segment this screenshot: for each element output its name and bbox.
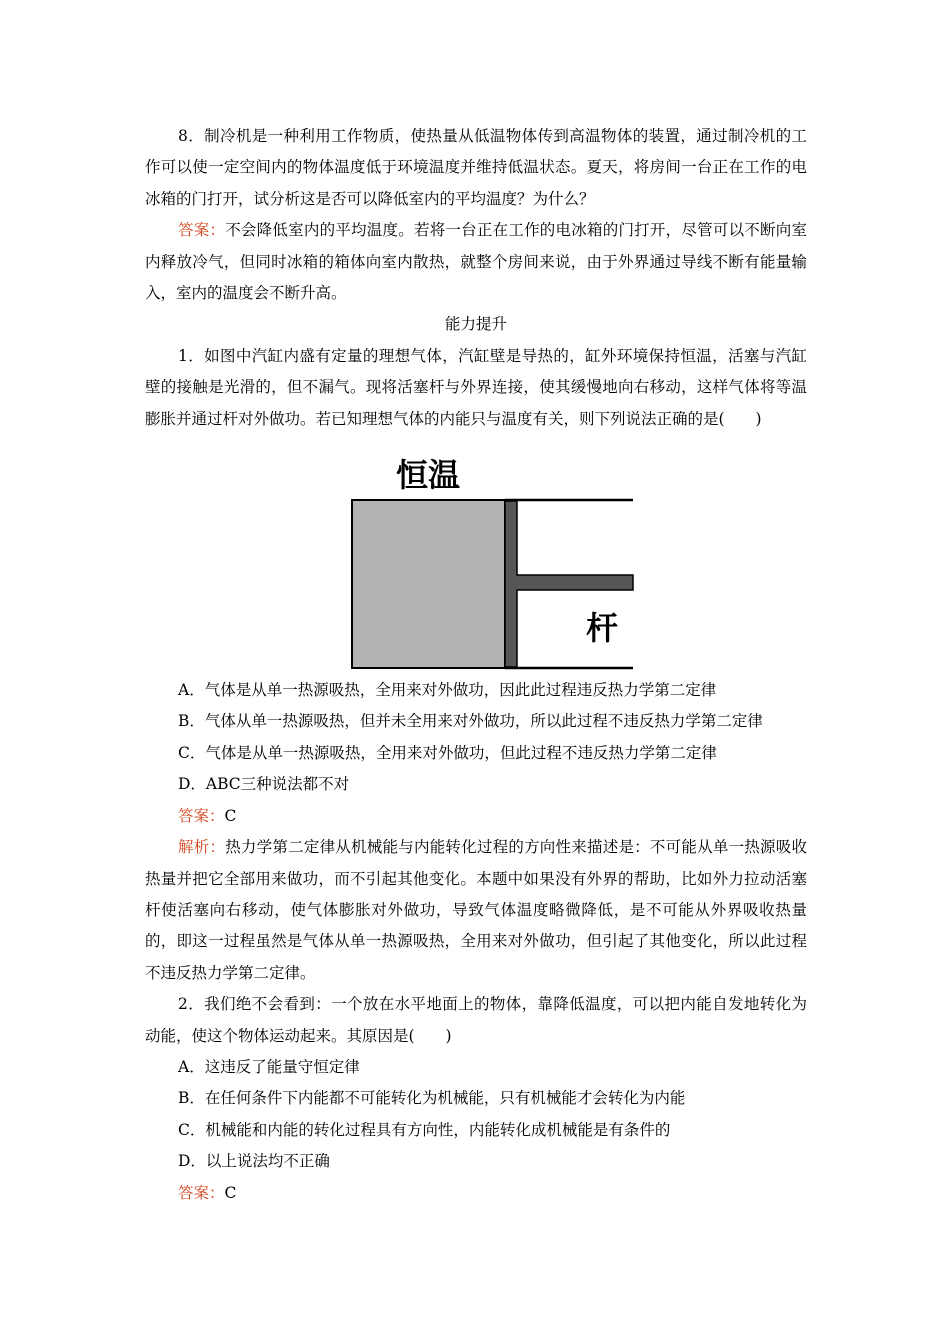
q8-answer-label: 答案： [178,221,226,240]
q1-analysis-label: 解析： [178,838,226,857]
q8-text: 8．制冷机是一种利用工作物质，使热量从低温物体传到高温物体的装置，通过制冷机的工作可以使一定空间内的物体温度低于环境温度并维持低温状态。夏天，将房间一台正在工作的电冰箱的门打开，试分析这是否可以降低室内的平均温度？为什么？ [145,127,807,208]
q8-answer-text: 不会降低室内的平均温度。若将一台正在工作的电冰箱的门打开，尽管可以不断向室内释放冷气，但同时冰箱的箱体向室内散热，就整个房间来说，由于外界通过导线不断有能量输入，室内的温度会不断升高。 [145,221,807,303]
label-rod: 杆 [586,609,619,648]
q1-text: 1．如图中汽缸内盛有定量的理想气体，汽缸壁是导热的，缸外环境保持恒温，活塞与汽缸壁的接触是光滑的，但不漏气。现将活塞杆与外界连接，使其缓慢地向右移动，这样气体将等温膨胀并通过杆对外做功。若已知理想气体的内能只与温度有关，则下列说法正确的是( ) [145,346,807,428]
gas-region [352,500,505,668]
q2-answer-value: C [224,1183,237,1202]
label-constant-temperature: 恒温 [396,456,461,495]
q1-option-a: A．气体是从单一热源吸热，全用来对外做功，因此此过程违反热力学第二定律 [178,681,717,700]
q2-option-d: D．以上说法均不正确 [178,1152,330,1171]
q2-option-b: B．在任何条件下内能都不可能转化为机械能，只有机械能才会转化为内能 [178,1089,686,1108]
q1-option-d: D．ABC三种说法都不对 [178,775,350,794]
q1-option-c: C．气体是从单一热源吸热，全用来对外做功，但此过程不违反热力学第二定律 [178,743,717,762]
q1-answer-label: 答案： [178,806,225,825]
section-title: 能力提升 [444,315,507,334]
cylinder-figure [145,435,807,675]
q1-answer [145,801,807,832]
q1-option-b: B．气体从单一热源吸热，但并未全用来对外做功，所以此过程不违反热力学第二定律 [178,712,763,731]
q2-answer [145,1178,807,1209]
q1-analysis-text: 热力学第二定律从机械能与内能转化过程的方向性来描述是：不可能从单一热源吸收热量并把它全部用来做功，而不引起其他变化。本题中如果没有外界的帮助，比如外力拉动活塞杆使活塞向右移动，使气体膨胀对外做功，导致气体温度略微降低，是不可能从外界吸收热量的，即这一过程虽然是气体从单一热源吸热，全用来对外做功，但引起了其他变化，所以此过程不违反热力学第二定律。 [145,838,807,982]
q1-answer-value: C [224,806,237,825]
q2-answer-label: 答案： [178,1183,225,1202]
cylinder-diagram [145,435,807,675]
document-page [145,121,807,1209]
q1-analysis [145,832,807,989]
q8-answer [145,215,807,309]
q2-text: 2．我们绝不会看到：一个放在水平地面上的物体，靠降低温度，可以把内能自发地转化为动能，使这个物体运动起来。其原因是( ) [145,995,807,1045]
q2-option-c: C．机械能和内能的转化过程具有方向性，内能转化成机械能是有条件的 [178,1120,671,1139]
q2-option-a: A．这违反了能量守恒定律 [178,1057,360,1076]
